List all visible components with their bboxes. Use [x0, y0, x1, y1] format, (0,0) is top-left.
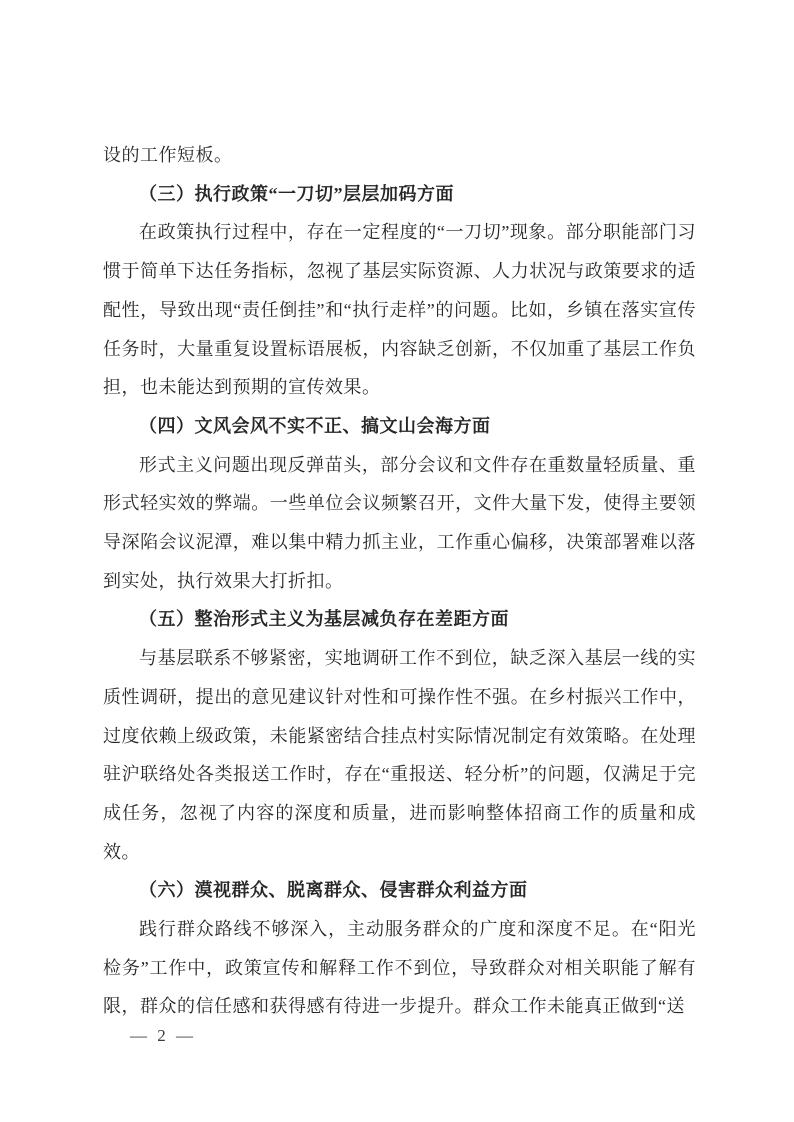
body-paragraph: 践行群众路线不够深入，主动服务群众的广度和深度不足。在“阳光检务”工作中，政策宣传和解释工作不到位，导致群众对相关职能了解有限，群众的信任感和获得感有待进一步提升。群众工作未能真正做到“送 — [103, 919, 696, 1017]
section-heading: （六）漠视群众、脱离群众、侵害群众利益方面 — [139, 880, 528, 901]
document-body — [103, 136, 696, 1026]
section-heading: （四）文风会风不实不正、搞文山会海方面 — [139, 415, 491, 436]
section-heading: （五）整治形式主义为基层减负存在差距方面 — [139, 609, 509, 630]
page-number: — 2 — — [130, 1026, 196, 1045]
section-heading: （三）执行政策“一刀切”层层加码方面 — [139, 183, 454, 204]
body-paragraph: 形式主义问题出现反弹苗头，部分会议和文件存在重数量轻质量、重形式轻实效的弊端。一些单位会议频繁召开，文件大量下发，使得主要领导深陷会议泥潭，难以集中精力抓主业，工作重心偏移，决策部署难以落到实处，执行效果大打折扣。 — [103, 454, 696, 591]
body-paragraph: 与基层联系不够紧密，实地调研工作不到位，缺乏深入基层一线的实质性调研，提出的意见建议针对性和可操作性不强。在乡村振兴工作中，过度依赖上级政策，未能紧密结合挂点村实际情况制定有效策略。在处理驻沪联络处各类报送工作时，存在“重报送、轻分析”的问题，仅满足于完成任务，忽视了内容的深度和质量，进而影响整体招商工作的质量和成效。 — [103, 648, 696, 862]
body-paragraph: 在政策执行过程中，存在一定程度的“一刀切”现象。部分职能部门习惯于简单下达任务指标，忽视了基层实际资源、人力状况与政策要求的适配性，导致出现“责任倒挂”和“执行走样”的问题。比如，乡镇在落实宣传任务时，大量重复设置标语展板，内容缺乏创新，不仅加重了基层工作负担，也未能达到预期的宣传效果。 — [103, 222, 696, 398]
body-paragraph: 设的工作短板。 — [103, 145, 233, 165]
